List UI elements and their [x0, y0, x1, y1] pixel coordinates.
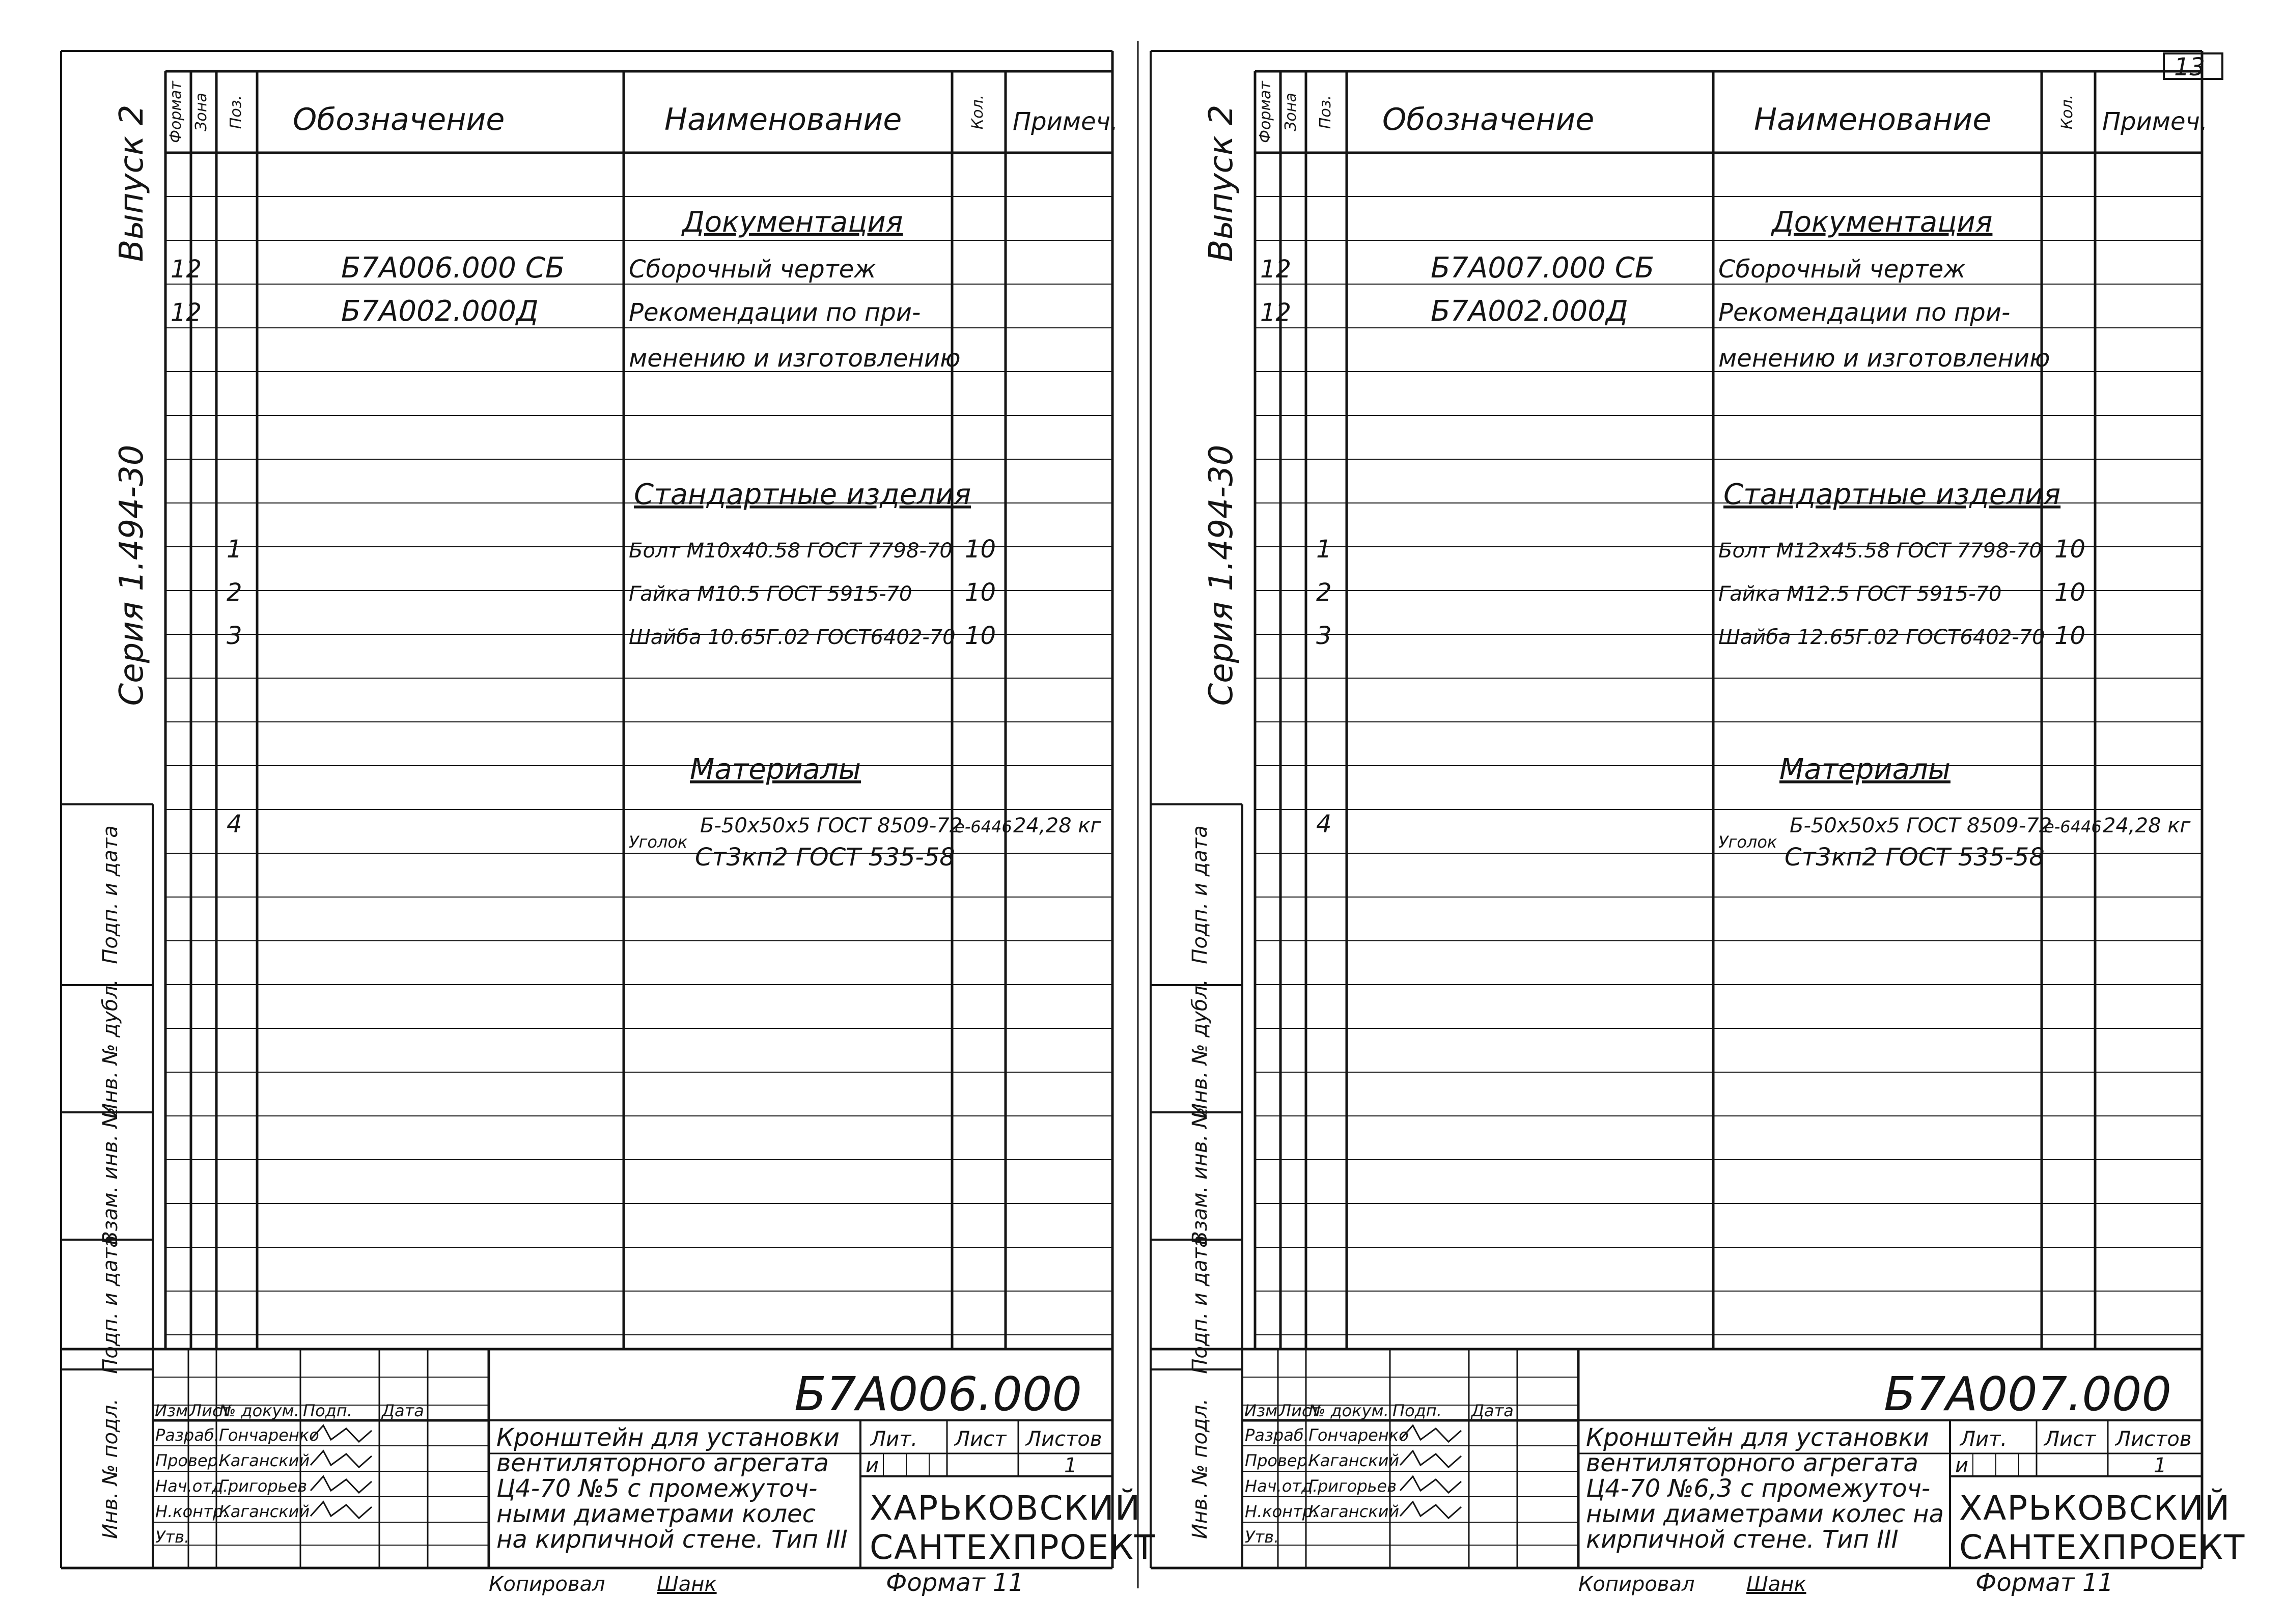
column-pos-header: Поз.	[227, 95, 245, 129]
title-head-label: № докум.	[219, 1401, 299, 1420]
binding-strip-label: Инв. № дубл.	[1188, 979, 1212, 1118]
mat-row-note: 24,28 кг	[1013, 814, 1101, 837]
mat-row-pos: 4	[1316, 810, 1332, 838]
column-qty-header: Кол.	[969, 94, 987, 130]
title-line: Кронштейн для установки	[496, 1423, 840, 1452]
sheets-header: Листов	[1026, 1427, 1102, 1451]
mat-row-pos: 4	[227, 810, 242, 838]
binding-strip-label: Подп. и дата	[1188, 1235, 1212, 1374]
column-zone-header: Зона	[192, 93, 210, 131]
footer-format-label: Формат 11	[1975, 1569, 2114, 1597]
column-designation-header: Обозначение	[1382, 102, 1595, 137]
mat-row-name-b: Б-50х50х5 ГОСТ 8509-72	[700, 814, 963, 837]
binding-strip-label: Подп. и дата	[99, 825, 122, 964]
title-head-label: Лист	[189, 1401, 231, 1420]
title-person-name: Каганский	[1308, 1502, 1400, 1521]
std-row-pos: 1	[227, 535, 242, 564]
lit-value: и	[1955, 1454, 1968, 1477]
mat-row-name-a: Уголок	[1718, 832, 1777, 852]
title-line: Ц4-70 №6,3 с промежуточ-	[1586, 1474, 1931, 1503]
section-standard-items: Стандартные изделия	[634, 478, 971, 511]
mat-row-name-a: Уголок	[629, 832, 688, 852]
footer-copied-label: Копировал	[489, 1573, 605, 1596]
title-person-name: Каганский	[219, 1502, 310, 1521]
doc-row-name-continued: менению и изготовлению	[1718, 344, 2050, 373]
title-person-name: Григорьев	[219, 1476, 308, 1496]
column-qty-header: Кол.	[2058, 94, 2076, 130]
title-role-label: Утв.	[1245, 1527, 1279, 1547]
title-head-label: Лист	[1279, 1401, 1321, 1420]
footer-format-label: Формат 11	[886, 1569, 1024, 1597]
column-format-header: Формат	[167, 81, 185, 143]
doc-row-name: Сборочный чертеж	[629, 255, 876, 284]
sheet-left	[61, 51, 1156, 1597]
std-row-qty: 10	[965, 535, 996, 564]
binding-strip-label: Инв. № дубл.	[99, 979, 122, 1118]
mat-row-name-c: Ст3кп2 ГОСТ 535-58	[1785, 843, 2045, 872]
title-role-label: Провер.	[1245, 1451, 1313, 1470]
lit-value: и	[866, 1454, 879, 1477]
section-materials: Материалы	[1779, 753, 1950, 786]
title-role-label: Провер.	[155, 1451, 223, 1470]
sheets-value: 1	[1064, 1454, 1077, 1477]
title-line: Ц4-70 №5 с промежуточ-	[496, 1474, 818, 1503]
title-head-label: Подп.	[303, 1401, 352, 1420]
title-line: кирпичной стене. Тип III	[1586, 1525, 1899, 1554]
organization-name-line1: ХАРЬКОВСКИЙ	[1959, 1489, 2231, 1528]
std-row-pos: 1	[1316, 535, 1332, 564]
mat-row-qty: е-6446	[2044, 817, 2102, 836]
title-line: на кирпичной стене. Тип III	[496, 1525, 848, 1554]
binding-strip-label: Взам. инв. №	[99, 1107, 122, 1245]
section-materials: Материалы	[690, 753, 861, 786]
std-row-pos: 3	[1316, 622, 1332, 650]
title-line: вентиляторного агрегата	[1586, 1449, 1918, 1477]
mat-row-name-b: Б-50х50х5 ГОСТ 8509-72	[1790, 814, 2052, 837]
binding-strip-label: Подп. и дата	[99, 1235, 122, 1374]
sheet-header: Лист	[2044, 1427, 2096, 1451]
std-row-qty: 10	[965, 578, 996, 607]
organization-name-line1: ХАРЬКОВСКИЙ	[870, 1489, 1141, 1528]
mat-row-qty: е-6446	[955, 817, 1012, 836]
title-role-label: Утв.	[155, 1527, 190, 1547]
section-documentation: Документация	[1772, 206, 1993, 239]
section-documentation: Документация	[682, 206, 903, 239]
title-head-label: Дата	[382, 1401, 424, 1420]
title-person-name: Каганский	[1308, 1451, 1400, 1470]
title-role-label: Н.контр.	[1245, 1502, 1318, 1521]
binding-strip-label: Взам. инв. №	[1188, 1107, 1212, 1245]
title-role-label: Нач.отд.	[1245, 1476, 1318, 1496]
footer-copied-label: Копировал	[1578, 1573, 1695, 1596]
issue-label: Выпуск 2	[1203, 104, 1240, 262]
series-label: Серия 1.494-30	[1203, 444, 1240, 706]
title-head-label: № докум.	[1308, 1401, 1389, 1420]
page-number: 13	[2174, 53, 2206, 81]
column-note-header: Примеч.	[1013, 107, 1119, 136]
title-head-label: Изм	[1244, 1401, 1278, 1420]
column-note-header: Примеч.	[2102, 107, 2208, 136]
organization-name-line2: САНТЕХПРОЕКТ	[870, 1528, 1156, 1567]
title-person-name: Каганский	[219, 1451, 310, 1470]
mat-row-name-c: Ст3кп2 ГОСТ 535-58	[695, 843, 955, 872]
doc-row-name: Рекомендации по при-	[1718, 298, 2011, 327]
std-row-qty: 10	[2054, 578, 2086, 607]
organization-name-line2: САНТЕХПРОЕКТ	[1959, 1528, 2246, 1567]
title-role-label: Разраб.	[155, 1425, 219, 1445]
footer-copier-signature: Шанк	[1746, 1573, 1806, 1596]
title-head-label: Подп.	[1392, 1401, 1442, 1420]
title-head-label: Изм	[155, 1401, 188, 1420]
section-standard-items: Стандартные изделия	[1723, 478, 2061, 511]
std-row-name: Шайба 12.65Г.02 ГОСТ6402-70	[1718, 626, 2045, 649]
doc-row-designation: Б7А007.000 СБ	[1431, 251, 1655, 285]
std-row-name: Гайка М12.5 ГОСТ 5915-70	[1718, 582, 2002, 606]
std-row-name: Гайка М10.5 ГОСТ 5915-70	[629, 582, 912, 606]
doc-row-format: 12	[171, 255, 202, 284]
title-person-name: Григорьев	[1308, 1476, 1397, 1496]
title-role-label: Н.контр.	[155, 1502, 229, 1521]
title-person-name: Гончаренко	[219, 1425, 319, 1445]
binding-strip-label: Подп. и дата	[1188, 825, 1212, 964]
column-zone-header: Зона	[1282, 93, 1300, 131]
title-line: Кронштейн для установки	[1586, 1423, 1929, 1452]
column-name-header: Наименование	[664, 102, 902, 137]
std-row-qty: 10	[2054, 535, 2086, 564]
column-designation-header: Обозначение	[293, 102, 505, 137]
doc-row-format: 12	[1260, 255, 1292, 284]
binding-strip-label: Инв. № подл.	[1188, 1398, 1212, 1539]
title-role-label: Нач.отд.	[155, 1476, 229, 1496]
sheets-header: Листов	[2115, 1427, 2192, 1451]
title-person-name: Гончаренко	[1308, 1425, 1409, 1445]
doc-row-designation: Б7А002.000Д	[341, 295, 539, 328]
lit-header: Лит.	[1960, 1427, 2008, 1451]
sheet-header: Лист	[955, 1427, 1007, 1451]
std-row-pos: 2	[1316, 578, 1332, 607]
std-row-pos: 2	[227, 578, 242, 607]
std-row-pos: 3	[227, 622, 242, 650]
std-row-qty: 10	[965, 622, 996, 650]
doc-row-name-continued: менению и изготовлению	[629, 344, 961, 373]
lit-header: Лит.	[871, 1427, 918, 1451]
sheet-right	[1151, 51, 2245, 1597]
doc-row-designation: Б7А006.000 СБ	[341, 251, 565, 285]
sheets-value: 1	[2154, 1454, 2167, 1477]
std-row-name: Болт М10х40.58 ГОСТ 7798-70	[629, 539, 953, 563]
doc-row-name: Сборочный чертеж	[1718, 255, 1966, 284]
series-label: Серия 1.494-30	[113, 444, 151, 706]
page-number-box	[2164, 53, 2222, 81]
doc-row-designation: Б7А002.000Д	[1431, 295, 1628, 328]
document-number: Б7А007.000	[1884, 1367, 2172, 1421]
document-number: Б7А006.000	[794, 1367, 1082, 1421]
title-line: ными диаметрами колес на	[1586, 1500, 1944, 1528]
title-line: ными диаметрами колес	[496, 1500, 816, 1528]
doc-row-format: 12	[171, 298, 202, 327]
column-name-header: Наименование	[1754, 102, 1992, 137]
std-row-name: Шайба 10.65Г.02 ГОСТ6402-70	[629, 626, 956, 649]
doc-row-name: Рекомендации по при-	[629, 298, 921, 327]
column-pos-header: Поз.	[1317, 95, 1334, 129]
title-line: вентиляторного агрегата	[496, 1449, 829, 1477]
std-row-name: Болт М12х45.58 ГОСТ 7798-70	[1718, 539, 2042, 563]
doc-row-format: 12	[1260, 298, 1292, 327]
column-format-header: Формат	[1257, 81, 1274, 143]
mat-row-note: 24,28 кг	[2103, 814, 2191, 837]
std-row-qty: 10	[2054, 622, 2086, 650]
binding-strip-label: Инв. № подл.	[99, 1398, 122, 1539]
footer-copier-signature: Шанк	[657, 1573, 717, 1596]
title-head-label: Дата	[1471, 1401, 1514, 1420]
issue-label: Выпуск 2	[113, 104, 151, 262]
title-role-label: Разраб.	[1245, 1425, 1309, 1445]
